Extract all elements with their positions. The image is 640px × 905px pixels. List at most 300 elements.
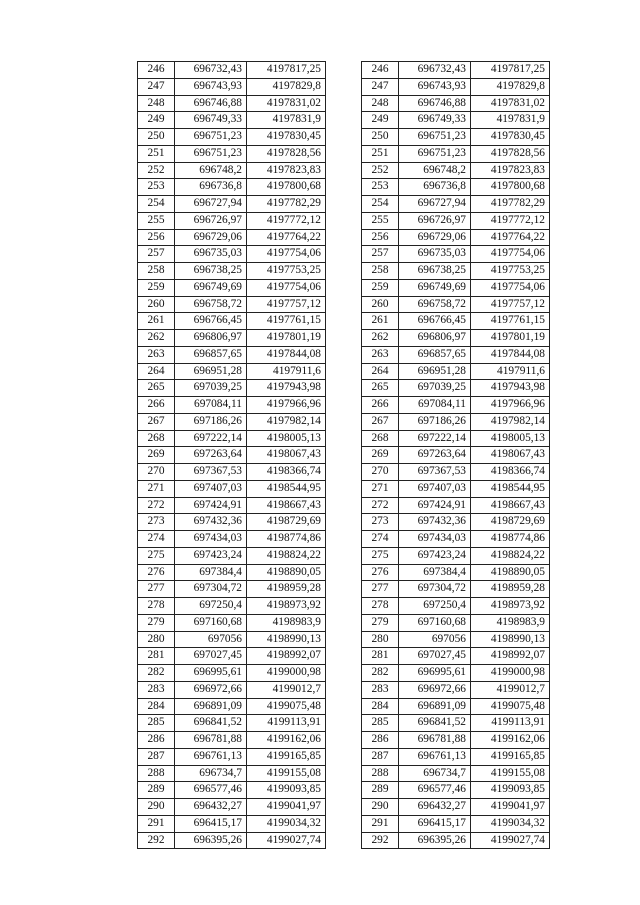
x-coordinate-cell: 697432,36	[399, 514, 471, 531]
x-coordinate-cell: 697250,4	[175, 598, 247, 615]
x-coordinate-cell: 696735,03	[399, 246, 471, 263]
y-coordinate-cell: 4197911,6	[471, 363, 550, 380]
x-coordinate-cell: 697423,24	[399, 547, 471, 564]
x-coordinate-cell: 697384,4	[175, 564, 247, 581]
point-number-cell: 261	[138, 313, 175, 330]
point-number-cell: 275	[138, 547, 175, 564]
x-coordinate-cell: 697186,26	[399, 413, 471, 430]
table-row	[138, 681, 326, 698]
x-coordinate-cell: 696749,33	[399, 112, 471, 129]
x-coordinate-cell: 696781,88	[399, 732, 471, 749]
point-number-cell: 284	[362, 698, 399, 715]
y-coordinate-cell: 4198067,43	[471, 447, 550, 464]
point-number-cell: 285	[362, 715, 399, 732]
y-coordinate-cell: 4198729,69	[471, 514, 550, 531]
point-number-cell: 257	[138, 246, 175, 263]
table-row	[138, 765, 326, 782]
table-row	[362, 296, 550, 313]
table-row	[362, 681, 550, 698]
y-coordinate-cell: 4199041,97	[247, 799, 326, 816]
table-row	[362, 631, 550, 648]
y-coordinate-cell: 4197982,14	[471, 413, 550, 430]
y-coordinate-cell: 4198005,13	[471, 430, 550, 447]
table-row	[138, 799, 326, 816]
table-row	[362, 430, 550, 447]
x-coordinate-cell: 696781,88	[175, 732, 247, 749]
x-coordinate-cell: 697423,24	[175, 547, 247, 564]
table-row	[138, 62, 326, 79]
y-coordinate-cell: 4197754,06	[471, 279, 550, 296]
y-coordinate-cell: 4198774,86	[247, 531, 326, 548]
x-coordinate-cell: 696743,93	[399, 78, 471, 95]
y-coordinate-cell: 4197829,8	[471, 78, 550, 95]
point-number-cell: 282	[362, 665, 399, 682]
table-row	[138, 179, 326, 196]
x-coordinate-cell: 697434,03	[399, 531, 471, 548]
point-number-cell: 272	[362, 497, 399, 514]
x-coordinate-cell: 696735,03	[175, 246, 247, 263]
point-number-cell: 251	[138, 145, 175, 162]
x-coordinate-cell: 697367,53	[399, 464, 471, 481]
y-coordinate-cell: 4199113,91	[247, 715, 326, 732]
point-number-cell: 282	[138, 665, 175, 682]
table-row	[138, 581, 326, 598]
point-number-cell: 283	[362, 681, 399, 698]
table-row	[362, 480, 550, 497]
y-coordinate-cell: 4198067,43	[247, 447, 326, 464]
point-number-cell: 263	[138, 346, 175, 363]
x-coordinate-cell: 697039,25	[175, 380, 247, 397]
point-number-cell: 287	[138, 748, 175, 765]
point-number-cell: 255	[362, 212, 399, 229]
point-number-cell: 249	[138, 112, 175, 129]
point-number-cell: 291	[138, 815, 175, 832]
y-coordinate-cell: 4199155,08	[471, 765, 550, 782]
x-coordinate-cell: 696395,26	[175, 832, 247, 849]
y-coordinate-cell: 4197966,96	[471, 397, 550, 414]
x-coordinate-cell: 696758,72	[399, 296, 471, 313]
y-coordinate-cell: 4199165,85	[247, 748, 326, 765]
point-number-cell: 268	[138, 430, 175, 447]
point-number-cell: 248	[362, 95, 399, 112]
y-coordinate-cell: 4197829,8	[247, 78, 326, 95]
x-coordinate-cell: 696748,2	[175, 162, 247, 179]
y-coordinate-cell: 4198959,28	[471, 581, 550, 598]
table-row	[362, 832, 550, 849]
point-number-cell: 273	[138, 514, 175, 531]
x-coordinate-cell: 696761,13	[399, 748, 471, 765]
point-number-cell: 250	[362, 129, 399, 146]
x-coordinate-cell: 697250,4	[399, 598, 471, 615]
table-row	[362, 246, 550, 263]
point-number-cell: 288	[362, 765, 399, 782]
y-coordinate-cell: 4197844,08	[247, 346, 326, 363]
point-number-cell: 292	[138, 832, 175, 849]
y-coordinate-cell: 4197753,25	[247, 263, 326, 280]
coordinates-table-right	[361, 61, 550, 849]
y-coordinate-cell: 4197801,19	[471, 330, 550, 347]
table-row	[362, 748, 550, 765]
y-coordinate-cell: 4197943,98	[247, 380, 326, 397]
point-number-cell: 268	[362, 430, 399, 447]
table-row	[138, 380, 326, 397]
table-row	[362, 514, 550, 531]
point-number-cell: 260	[362, 296, 399, 313]
point-number-cell: 259	[362, 279, 399, 296]
x-coordinate-cell: 697263,64	[399, 447, 471, 464]
x-coordinate-cell: 697407,03	[175, 480, 247, 497]
x-coordinate-cell: 696766,45	[175, 313, 247, 330]
y-coordinate-cell: 4197817,25	[471, 62, 550, 79]
y-coordinate-cell: 4198774,86	[471, 531, 550, 548]
x-coordinate-cell: 696736,8	[399, 179, 471, 196]
y-coordinate-cell: 4198005,13	[247, 430, 326, 447]
point-number-cell: 264	[362, 363, 399, 380]
y-coordinate-cell: 4198544,95	[471, 480, 550, 497]
point-number-cell: 250	[138, 129, 175, 146]
table-row	[138, 229, 326, 246]
x-coordinate-cell: 696734,7	[175, 765, 247, 782]
y-coordinate-cell: 4198992,07	[471, 648, 550, 665]
table-row	[362, 212, 550, 229]
y-coordinate-cell: 4198990,13	[471, 631, 550, 648]
x-coordinate-cell: 697027,45	[175, 648, 247, 665]
point-number-cell: 251	[362, 145, 399, 162]
table-row	[362, 129, 550, 146]
y-coordinate-cell: 4198959,28	[247, 581, 326, 598]
table-row	[138, 748, 326, 765]
y-coordinate-cell: 4199000,98	[471, 665, 550, 682]
point-number-cell: 254	[362, 196, 399, 213]
point-number-cell: 288	[138, 765, 175, 782]
y-coordinate-cell: 4199041,97	[471, 799, 550, 816]
y-coordinate-cell: 4197830,45	[471, 129, 550, 146]
y-coordinate-cell: 4198729,69	[247, 514, 326, 531]
point-number-cell: 277	[362, 581, 399, 598]
table-row	[362, 162, 550, 179]
x-coordinate-cell: 696746,88	[399, 95, 471, 112]
x-coordinate-cell: 696729,06	[175, 229, 247, 246]
x-coordinate-cell: 696751,23	[399, 129, 471, 146]
x-coordinate-cell: 697263,64	[175, 447, 247, 464]
point-number-cell: 264	[138, 363, 175, 380]
table-row	[138, 346, 326, 363]
table-row	[362, 564, 550, 581]
table-row	[362, 464, 550, 481]
point-number-cell: 278	[362, 598, 399, 615]
y-coordinate-cell: 4197757,12	[247, 296, 326, 313]
point-number-cell: 272	[138, 497, 175, 514]
table-row	[362, 78, 550, 95]
y-coordinate-cell: 4197844,08	[471, 346, 550, 363]
y-coordinate-cell: 4197772,12	[247, 212, 326, 229]
x-coordinate-cell: 696857,65	[399, 346, 471, 363]
x-coordinate-cell: 697432,36	[175, 514, 247, 531]
x-coordinate-cell: 696891,09	[399, 698, 471, 715]
table-row	[362, 447, 550, 464]
x-coordinate-cell: 697056	[399, 631, 471, 648]
point-number-cell: 289	[138, 782, 175, 799]
x-coordinate-cell: 696766,45	[399, 313, 471, 330]
x-coordinate-cell: 697056	[175, 631, 247, 648]
x-coordinate-cell: 696577,46	[399, 782, 471, 799]
y-coordinate-cell: 4199012,7	[247, 681, 326, 698]
point-number-cell: 287	[362, 748, 399, 765]
point-number-cell: 255	[138, 212, 175, 229]
x-coordinate-cell: 697160,68	[175, 614, 247, 631]
table-row	[138, 363, 326, 380]
point-number-cell: 284	[138, 698, 175, 715]
table-row	[362, 715, 550, 732]
point-number-cell: 265	[138, 380, 175, 397]
x-coordinate-cell: 697222,14	[399, 430, 471, 447]
table-row	[138, 246, 326, 263]
x-coordinate-cell: 696727,94	[399, 196, 471, 213]
y-coordinate-cell: 4198983,9	[471, 614, 550, 631]
y-coordinate-cell: 4197754,06	[247, 279, 326, 296]
point-number-cell: 248	[138, 95, 175, 112]
y-coordinate-cell: 4199093,85	[471, 782, 550, 799]
point-number-cell: 256	[138, 229, 175, 246]
point-number-cell: 290	[362, 799, 399, 816]
y-coordinate-cell: 4199165,85	[471, 748, 550, 765]
point-number-cell: 276	[138, 564, 175, 581]
point-number-cell: 269	[362, 447, 399, 464]
y-coordinate-cell: 4198973,92	[247, 598, 326, 615]
y-coordinate-cell: 4199000,98	[247, 665, 326, 682]
point-number-cell: 271	[362, 480, 399, 497]
y-coordinate-cell: 4198667,43	[247, 497, 326, 514]
x-coordinate-cell: 696748,2	[399, 162, 471, 179]
y-coordinate-cell: 4198667,43	[471, 497, 550, 514]
x-coordinate-cell: 696729,06	[399, 229, 471, 246]
table-row	[138, 413, 326, 430]
table-row	[362, 112, 550, 129]
point-number-cell: 265	[362, 380, 399, 397]
y-coordinate-cell: 4197911,6	[247, 363, 326, 380]
y-coordinate-cell: 4197966,96	[247, 397, 326, 414]
point-number-cell: 260	[138, 296, 175, 313]
x-coordinate-cell: 696806,97	[175, 330, 247, 347]
x-coordinate-cell: 697367,53	[175, 464, 247, 481]
y-coordinate-cell: 4198544,95	[247, 480, 326, 497]
x-coordinate-cell: 696758,72	[175, 296, 247, 313]
point-number-cell: 283	[138, 681, 175, 698]
x-coordinate-cell: 697160,68	[399, 614, 471, 631]
table-row	[138, 95, 326, 112]
x-coordinate-cell: 697039,25	[399, 380, 471, 397]
table-row	[138, 782, 326, 799]
point-number-cell: 246	[138, 62, 175, 79]
x-coordinate-cell: 696891,09	[175, 698, 247, 715]
y-coordinate-cell: 4199075,48	[471, 698, 550, 715]
point-number-cell: 254	[138, 196, 175, 213]
table-row	[138, 129, 326, 146]
x-coordinate-cell: 697084,11	[399, 397, 471, 414]
x-coordinate-cell: 696841,52	[175, 715, 247, 732]
y-coordinate-cell: 4197764,22	[471, 229, 550, 246]
table-row	[362, 614, 550, 631]
table-row	[362, 263, 550, 280]
table-row	[362, 497, 550, 514]
x-coordinate-cell: 696415,17	[175, 815, 247, 832]
x-coordinate-cell: 696743,93	[175, 78, 247, 95]
y-coordinate-cell: 4197754,06	[247, 246, 326, 263]
table-row	[138, 715, 326, 732]
point-number-cell: 249	[362, 112, 399, 129]
table-row	[138, 112, 326, 129]
point-number-cell: 274	[362, 531, 399, 548]
point-number-cell: 289	[362, 782, 399, 799]
point-number-cell: 285	[138, 715, 175, 732]
point-number-cell: 270	[138, 464, 175, 481]
point-number-cell: 262	[138, 330, 175, 347]
table-row	[138, 665, 326, 682]
x-coordinate-cell: 696432,27	[399, 799, 471, 816]
coordinates-table-left	[137, 61, 326, 849]
x-coordinate-cell: 696395,26	[399, 832, 471, 849]
point-number-cell: 286	[138, 732, 175, 749]
table-row	[138, 196, 326, 213]
table-row	[138, 296, 326, 313]
y-coordinate-cell: 4199012,7	[471, 681, 550, 698]
point-number-cell: 266	[362, 397, 399, 414]
x-coordinate-cell: 696761,13	[175, 748, 247, 765]
point-number-cell: 269	[138, 447, 175, 464]
table-row	[362, 581, 550, 598]
table-row	[362, 313, 550, 330]
table-row	[138, 263, 326, 280]
table-row	[362, 413, 550, 430]
y-coordinate-cell: 4197982,14	[247, 413, 326, 430]
x-coordinate-cell: 696749,69	[175, 279, 247, 296]
table-row	[138, 648, 326, 665]
y-coordinate-cell: 4198992,07	[247, 648, 326, 665]
table-row	[362, 698, 550, 715]
y-coordinate-cell: 4198983,9	[247, 614, 326, 631]
x-coordinate-cell: 696972,66	[399, 681, 471, 698]
table-row	[362, 815, 550, 832]
point-number-cell: 281	[362, 648, 399, 665]
x-coordinate-cell: 696751,23	[399, 145, 471, 162]
point-number-cell: 278	[138, 598, 175, 615]
x-coordinate-cell: 696432,27	[175, 799, 247, 816]
table-row	[138, 547, 326, 564]
y-coordinate-cell: 4199162,06	[471, 732, 550, 749]
table-row	[138, 330, 326, 347]
table-row	[362, 648, 550, 665]
table-row	[138, 430, 326, 447]
table-row	[138, 698, 326, 715]
x-coordinate-cell: 696951,28	[399, 363, 471, 380]
table-row	[362, 62, 550, 79]
y-coordinate-cell: 4197754,06	[471, 246, 550, 263]
table-row	[138, 497, 326, 514]
x-coordinate-cell: 697304,72	[175, 581, 247, 598]
y-coordinate-cell: 4197753,25	[471, 263, 550, 280]
x-coordinate-cell: 696857,65	[175, 346, 247, 363]
table-row	[362, 196, 550, 213]
point-number-cell: 290	[138, 799, 175, 816]
x-coordinate-cell: 696577,46	[175, 782, 247, 799]
x-coordinate-cell: 696951,28	[175, 363, 247, 380]
x-coordinate-cell: 696995,61	[175, 665, 247, 682]
table-row	[138, 279, 326, 296]
x-coordinate-cell: 696726,97	[175, 212, 247, 229]
point-number-cell: 253	[362, 179, 399, 196]
x-coordinate-cell: 697304,72	[399, 581, 471, 598]
x-coordinate-cell: 697084,11	[175, 397, 247, 414]
y-coordinate-cell: 4197943,98	[471, 380, 550, 397]
y-coordinate-cell: 4198366,74	[247, 464, 326, 481]
point-number-cell: 279	[138, 614, 175, 631]
point-number-cell: 274	[138, 531, 175, 548]
x-coordinate-cell: 697186,26	[175, 413, 247, 430]
point-number-cell: 280	[138, 631, 175, 648]
table-row	[138, 212, 326, 229]
point-number-cell: 247	[362, 78, 399, 95]
y-coordinate-cell: 4197828,56	[247, 145, 326, 162]
y-coordinate-cell: 4198890,05	[247, 564, 326, 581]
table-row	[138, 313, 326, 330]
y-coordinate-cell: 4199113,91	[471, 715, 550, 732]
table-row	[362, 279, 550, 296]
x-coordinate-cell: 697384,4	[399, 564, 471, 581]
table-row	[138, 614, 326, 631]
table-row	[138, 162, 326, 179]
point-number-cell: 277	[138, 581, 175, 598]
table-row	[138, 397, 326, 414]
x-coordinate-cell: 696734,7	[399, 765, 471, 782]
point-number-cell: 291	[362, 815, 399, 832]
x-coordinate-cell: 696726,97	[399, 212, 471, 229]
x-coordinate-cell: 697027,45	[399, 648, 471, 665]
y-coordinate-cell: 4199027,74	[247, 832, 326, 849]
table-row	[138, 531, 326, 548]
x-coordinate-cell: 696972,66	[175, 681, 247, 698]
point-number-cell: 286	[362, 732, 399, 749]
point-number-cell: 267	[362, 413, 399, 430]
x-coordinate-cell: 696738,25	[399, 263, 471, 280]
table-row	[362, 145, 550, 162]
y-coordinate-cell: 4199034,32	[471, 815, 550, 832]
y-coordinate-cell: 4198973,92	[471, 598, 550, 615]
point-number-cell: 267	[138, 413, 175, 430]
table-row	[362, 330, 550, 347]
point-number-cell: 257	[362, 246, 399, 263]
y-coordinate-cell: 4197800,68	[471, 179, 550, 196]
y-coordinate-cell: 4197831,02	[471, 95, 550, 112]
table-row	[362, 531, 550, 548]
y-coordinate-cell: 4197831,9	[471, 112, 550, 129]
point-number-cell: 253	[138, 179, 175, 196]
table-row	[138, 815, 326, 832]
point-number-cell: 263	[362, 346, 399, 363]
point-number-cell: 266	[138, 397, 175, 414]
table-row	[362, 346, 550, 363]
y-coordinate-cell: 4197823,83	[247, 162, 326, 179]
point-number-cell: 262	[362, 330, 399, 347]
y-coordinate-cell: 4198824,22	[247, 547, 326, 564]
x-coordinate-cell: 696415,17	[399, 815, 471, 832]
x-coordinate-cell: 696806,97	[399, 330, 471, 347]
y-coordinate-cell: 4197830,45	[247, 129, 326, 146]
point-number-cell: 279	[362, 614, 399, 631]
y-coordinate-cell: 4197823,83	[471, 162, 550, 179]
point-number-cell: 259	[138, 279, 175, 296]
table-row	[138, 514, 326, 531]
point-number-cell: 246	[362, 62, 399, 79]
